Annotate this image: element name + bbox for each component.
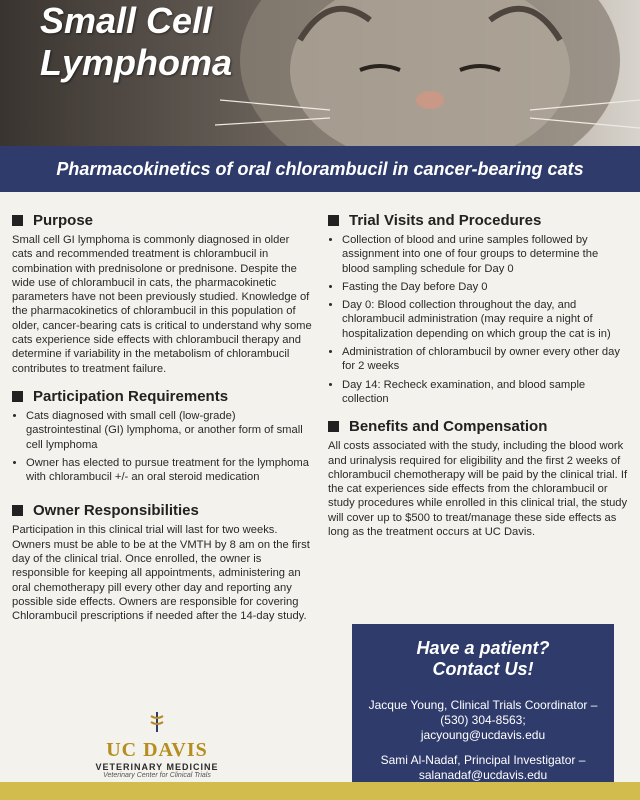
list-item: • Owner has elected to pursue treatment for the lymphoma with chlorambucil +/- an oral steroid medication [26, 456, 312, 485]
poster-title [40, 0, 232, 84]
title-line-1: Small Cell [40, 0, 213, 41]
trial-section [328, 212, 628, 406]
trial-list [328, 233, 628, 406]
purpose-heading-text: Purpose [33, 212, 94, 229]
owner-body: Participation in this clinical trial will last for two weeks. Owners must be able to be at the VMTH by 8 am on the first day of the clinical trial. Once enrolled, the owner is responsible for keeping all appointments, administering an oral chemotherapy pill every other day and reporting any possible side effects. Owners are responsible for covering Chlorambucil prescriptions if needed after the 14-day study. [12, 524, 310, 623]
purpose-body: Small cell GI lymphoma is commonly diagnosed in older cats and recommended treatment is chlorambucil in combination with prednisolone or prednisone. Despite the wide use of chlorambucil in cats, the pharmacokinetic parameters have not been previously studied. Knowledge of the pharmacokinetics of chlorambucil in this population of older, cancer-bearing cats is critical to understand why some cats experience side effects with chlorambucil therapy and determine if variability in the metabolism of chlorambucil contributes to treatment failure. [12, 234, 312, 375]
contact-person-2: Sami Al-Nadaf, Principal Investigator – [380, 753, 586, 767]
purpose-heading [12, 212, 312, 229]
square-bullet-icon [12, 505, 23, 516]
list-item: • Administration of chlorambucil by owner every other day for 2 weeks [342, 345, 628, 374]
ucdavis-logo [82, 710, 232, 792]
contact-heading-line-2: Contact Us! [432, 659, 534, 679]
contact-email-1[interactable]: jacyoung@ucdavis.edu [420, 728, 546, 742]
footer-gold-bar [0, 782, 640, 800]
owner-heading [12, 502, 312, 519]
right-column [328, 212, 628, 551]
hero-cat-photo [0, 0, 640, 146]
owner-heading-text: Owner Responsibilities [33, 502, 199, 520]
contact-email-2[interactable]: salanadaf@ucdavis.edu [418, 768, 548, 782]
square-bullet-icon [12, 215, 23, 226]
list-item: • Fasting the Day before Day 0 [342, 280, 628, 294]
benefits-body: All costs associated with the study, including the blood work and urinalysis required for eligibility and the first 2 weeks of chlorambucil chemotherapy will be paid by the clinical trial. If the cat experiences side effects from the chlorambucil or study procedures while enrolled in this clinical trial, the study will cover up to $500 to treat/manage these side effects as long as the treatment occurs at UC Davis. [328, 440, 628, 539]
logo-uc-davis: UC DAVIS [106, 739, 208, 761]
participation-heading [12, 388, 312, 405]
square-bullet-icon [12, 391, 23, 402]
list-item: • Cats diagnosed with small cell (low-grade) gastrointestinal (GI) lymphoma, or another form of small cell lymphoma [26, 409, 312, 452]
caduceus-icon [145, 710, 169, 734]
list-item: • Collection of blood and urine samples followed by assignment into one of four groups to determine the blood sampling schedule for Day 0 [342, 233, 628, 276]
owner-section [12, 502, 312, 623]
square-bullet-icon [328, 421, 339, 432]
contact-person-1: Jacque Young, Clinical Trials Coordinator – [368, 698, 598, 712]
participation-heading-text: Participation Requirements [33, 387, 229, 405]
benefits-heading [328, 418, 628, 435]
participation-section [12, 388, 312, 484]
trial-heading-text: Trial Visits and Procedures [349, 212, 542, 229]
square-bullet-icon [328, 215, 339, 226]
trial-heading [328, 212, 628, 229]
contact-heading [352, 638, 614, 680]
title-line-2: Lymphoma [40, 42, 233, 83]
left-column [12, 212, 312, 636]
contact-heading-line-1: Have a patient? [416, 638, 550, 658]
list-item: • Day 14: Recheck examination, and blood sample collection [342, 378, 628, 407]
benefits-heading-text: Benefits and Compensation [349, 418, 548, 436]
benefits-section [328, 418, 628, 539]
logo-center: Veterinary Center for Clinical Trials [103, 772, 211, 779]
logo-vet-med: VETERINARY MEDICINE [95, 762, 219, 772]
subtitle-text: Pharmacokinetics of oral chlorambucil in cancer-bearing cats [56, 159, 584, 179]
participation-list [12, 409, 312, 484]
list-item: • Day 0: Blood collection throughout the day, and chlorambucil administration (may require a night of hospitalization depending on which group the cat is in) [342, 298, 628, 341]
purpose-section [12, 212, 312, 376]
contact-phone: (530) 304-8563; [440, 713, 526, 727]
contact-box [352, 624, 614, 800]
